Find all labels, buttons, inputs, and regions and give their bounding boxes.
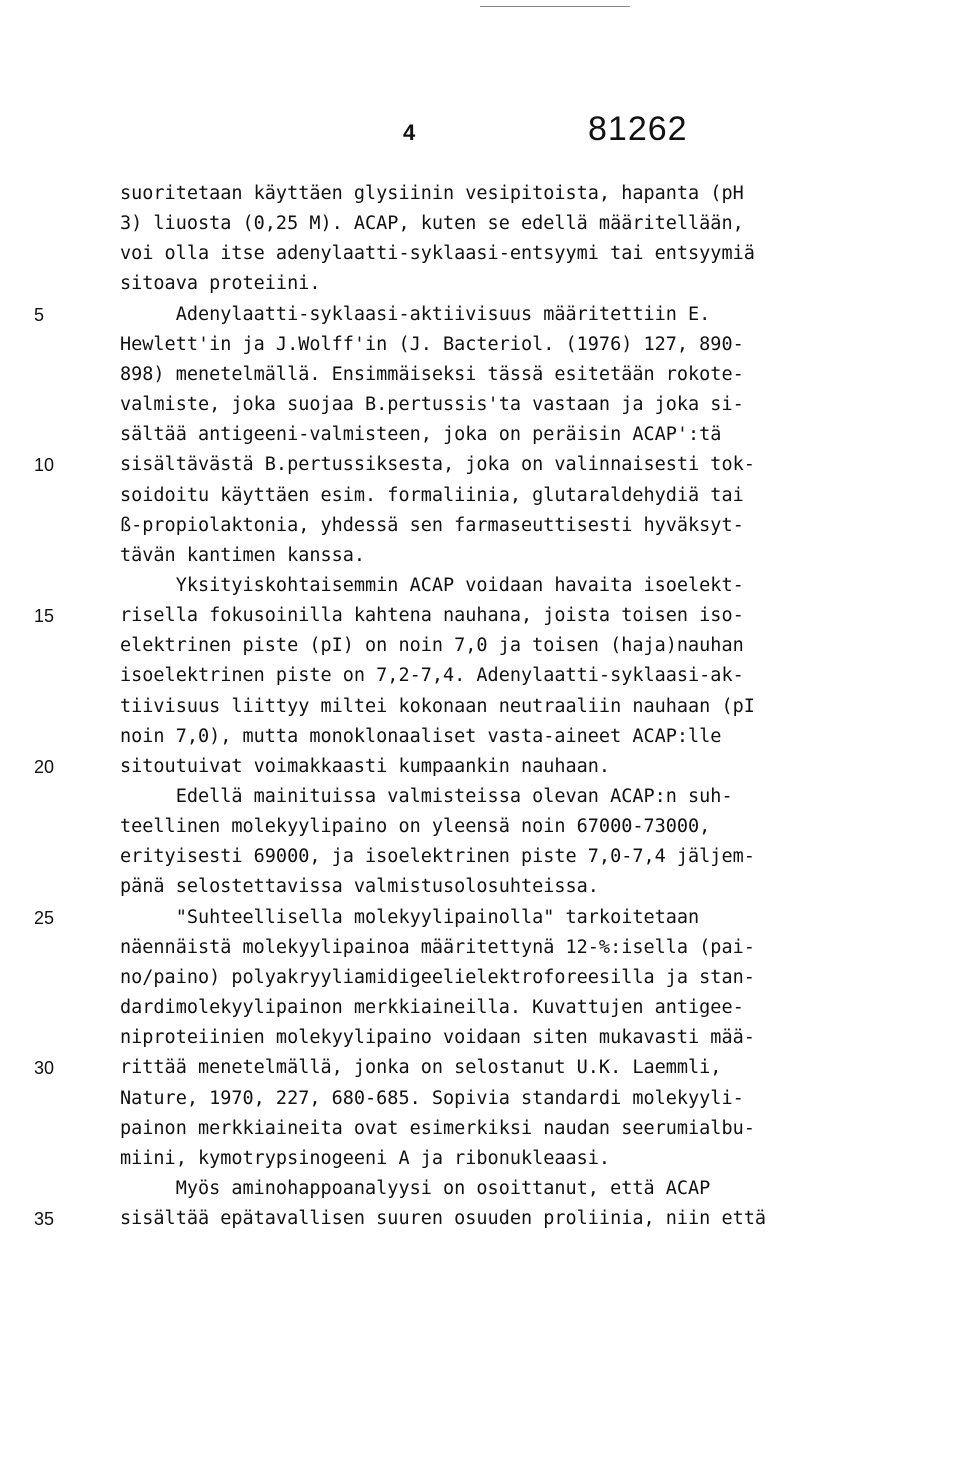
text-line: miini, kymotrypsinogeeni A ja ribonukleaasi. [120,1148,611,1169]
text-line: isoelektrinen piste on 7,2-7,4. Adenylaatti-syklaasi-ak- [120,665,744,686]
text-line: Edellä mainituissa valmisteissa olevan ACAP:n suh- [120,786,733,807]
text-line: sältää antigeeni-valmisteen, joka on peräisin ACAP':tä [120,424,722,445]
text-line: näennäistä molekyylipainoa määritettynä 12-%:isella (pai- [120,937,755,958]
text-line: sitoutuivat voimakkaasti kumpaankin nauhaan. [120,756,611,777]
text-line: Myös aminohappoanalyysi on osoittanut, että ACAP [120,1178,711,1199]
text-line: dardimolekyylipainon merkkiaineilla. Kuvattujen antigee- [120,997,744,1018]
line-number: 10 [34,455,55,475]
text-line: rittää menetelmällä, jonka on selostanut U.K. Laemmli, [120,1057,722,1078]
text-line: valmiste, joka suojaa B.pertussis'ta vastaan ja joka si- [120,394,744,415]
text-line: painon merkkiaineita ovat esimerkiksi naudan seerumialbu- [120,1118,755,1139]
text-line: niproteiinien molekyylipaino voidaan siten mukavasti mää- [120,1027,755,1048]
text-line: Nature, 1970, 227, 680-685. Sopivia standardi molekyyli- [120,1088,744,1109]
text-line: Hewlett'in ja J.Wolff'in (J. Bacteriol. (1976) 127, 890- [120,334,744,355]
line-number: 15 [34,606,55,626]
text-line: ß-propiolaktonia, yhdessä sen farmaseuttisesti hyväksyt- [120,515,744,536]
text-line: pänä selostettavissa valmistusolosuhteissa. [120,876,599,897]
text-line: noin 7,0), mutta monoklonaaliset vasta-aineet ACAP:lle [120,726,722,747]
text-line: sisältävästä B.pertussiksesta, joka on valinnaisesti tok- [120,454,755,475]
text-line: suoritetaan käyttäen glysiinin vesipitoista, hapanta (pH [120,183,744,204]
text-line: tävän kantimen kanssa. [120,545,366,566]
text-line: voi olla itse adenylaatti-syklaasi-entsyymi tai entsyymiä [120,243,755,264]
text-line: 898) menetelmällä. Ensimmäiseksi tässä esitetään rokote- [120,364,744,385]
line-number: 20 [34,757,55,777]
line-number: 30 [34,1058,55,1078]
document-number: 81262 [588,110,688,148]
text-line: soidoitu käyttäen esim. formaliinia, glutaraldehydiä tai [120,485,744,506]
text-line: Yksityiskohtaisemmin ACAP voidaan havaita isoelekt- [120,575,744,596]
text-line: tiivisuus liittyy miltei kokonaan neutraaliin nauhaan (pI [120,696,755,717]
text-line: no/paino) polyakryyliamidigeelielektroforeesilla ja stan- [120,967,755,988]
text-line: "Suhteellisella molekyylipainolla" tarkoitetaan [120,907,700,928]
text-line: elektrinen piste (pI) on noin 7,0 ja toisen (haja)nauhan [120,635,744,656]
text-line: teellinen molekyylipaino on yleensä noin 67000-73000, [120,816,711,837]
text-line: sitoava proteiini. [120,273,321,294]
line-number: 5 [34,305,45,325]
line-number: 35 [34,1209,55,1229]
scan-top-rule [480,6,630,7]
text-line: sisältää epätavallisen suuren osuuden proliinia, niin että [120,1208,767,1229]
text-line: 3) liuosta (0,25 M). ACAP, kuten se edellä määritellään, [120,213,744,234]
page-number: 4 [403,120,416,145]
line-number: 25 [34,908,55,928]
text-line: Adenylaatti-syklaasi-aktiivisuus määritettiin E. [120,304,711,325]
text-line: risella fokusoinilla kahtena nauhana, joista toisen iso- [120,605,744,626]
text-line: erityisesti 69000, ja isoelektrinen piste 7,0-7,4 jäljem- [120,846,755,867]
